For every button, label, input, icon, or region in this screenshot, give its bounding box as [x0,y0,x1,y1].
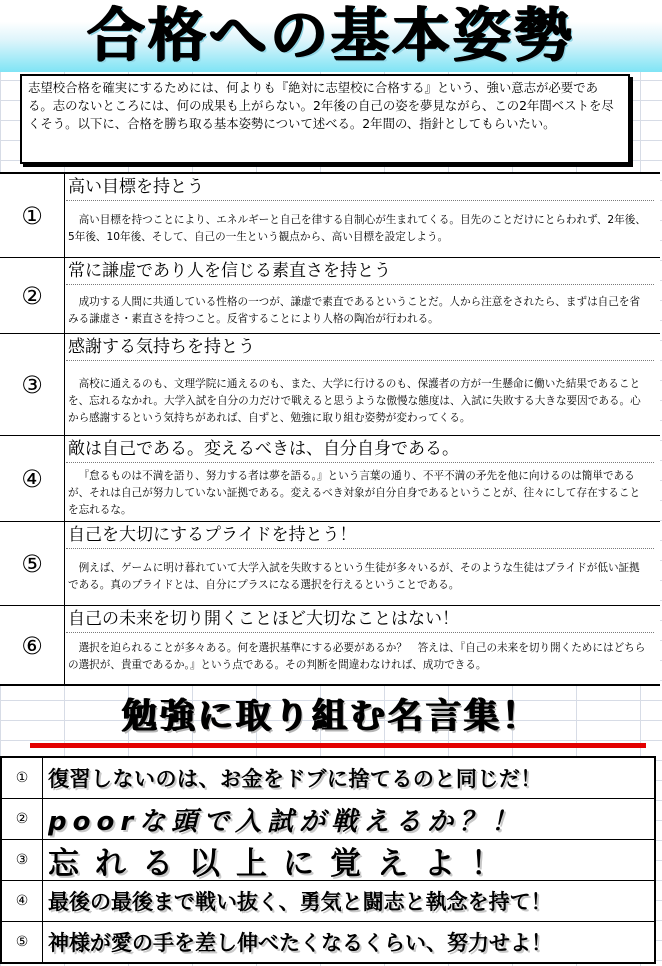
principle-body: 高い目標を持つことにより、エネルギーと自己を律する自制心が生まれてくる。目先のことだけにとらわれず、2年後、5年後、10年後、そして、自己の一生という観点から、高い目標を設定しよう。 [68,214,646,243]
principle-row-1 [0,174,660,258]
principle-body: 選択を迫られることが多々ある。何を選択基準にする必要があるか？ 答えは、『自己の未来を切り開くためにはどちらの選択が、貴重であるか。』という点である。その判断を間違わなければ、成功できる。 [68,642,646,671]
principle-row-2 [0,258,660,334]
quotes-title-banner [10,690,652,748]
title-banner [0,0,662,72]
red-underline [30,743,646,748]
intro-box: 志望校合格を確実にするためには、何よりも『絶対に志望校に合格する』という、強い意志が必要である。志のないところには、何の成果も上がらない。2年後の自己の姿を夢見ながら、この2年間ベストを尽くそう。以下に、合格を勝ち取る基本姿勢について述べる。2年間の、指針としてもらいたい。 [20,74,630,164]
quote-text: 復習しないのは、お金をドブに捨てるのと同じだ！ [48,767,542,791]
quote-number: ④ [2,881,43,921]
principle-heading: 敵は自己である。変えるべきは、自分自身である。 [66,436,654,463]
quote-row-3 [2,840,654,881]
quote-number: ① [2,758,43,798]
quote-number: ⑤ [2,922,43,962]
quotes-table [0,756,656,964]
principle-number: ① [0,174,65,257]
principle-number: ④ [0,436,65,521]
page-title: 合格への基本姿勢 [86,1,575,69]
principle-number: ③ [0,334,65,435]
quote-text: 忘れる以上に覚えよ！ [48,845,518,880]
quote-text: poorな頭で入試が戦えるか？！ [48,806,524,837]
principle-row-5 [0,522,660,606]
principle-heading: 感謝する気持ちを持とう [66,334,654,361]
principle-row-4 [0,436,660,522]
principle-number: ② [0,258,65,333]
quotes-title: 勉強に取り組む名言集！ [121,697,540,737]
principle-row-3 [0,334,660,436]
principle-number: ⑥ [0,606,65,686]
principle-heading: 高い目標を持とう [66,174,654,201]
quote-number: ② [2,799,43,839]
quote-number: ③ [2,840,43,880]
principle-row-6 [0,606,660,686]
principle-number: ⑤ [0,522,65,605]
quote-row-4 [2,881,654,922]
principle-body: 例えば、ゲームに明け暮れていて大学入試を失敗するという生徒が多々いるが、そのような生徒はプライドが低い証拠である。真のプライドとは、自分にプラスになる選択を行えるということである。 [68,562,640,591]
principle-body: 高校に通えるのも、文理学院に通えるのも、また、大学に行けるのも、保護者の方が一生懸命に働いた結果であることを、忘れるなかれ。大学入試を自分の力だけで戦えると思うような傲慢な態度は、入試に失敗する大きな要因である。心から感謝するという気持ちがあれば、自ずと、勉強に取り組む姿勢が変わってくる。 [68,378,641,424]
principles-table [0,172,660,686]
quote-text: 最後の最後まで戦い抜く、勇気と闘志と執念を持て！ [48,890,552,914]
quote-row-5 [2,922,654,962]
quote-row-1 [2,758,654,799]
principle-body: 『怠るものは不満を語り、努力する者は夢を語る。』という言葉の通り、不平不満の矛先を他に向けるのは簡単であるが、それは自己が努力していない証拠である。変えるべき対象が自分自身であるということが、往々にして存在することを忘れるな。 [68,470,641,516]
principle-body: 成功する人間に共通している性格の一つが、謙虚で素直であるということだ。人から注意をされたら、まずは自己を省みる謙虚さ・素直さを持つこと。反省することにより人格の陶冶が行われる。 [68,296,641,325]
quote-text: 神様が愛の手を差し伸べたくなるくらい、努力せよ！ [48,931,552,955]
quote-row-2 [2,799,654,840]
principle-heading: 常に謙虚であり人を信じる素直さを持とう [66,258,654,285]
principle-heading: 自己を大切にするプライドを持とう！ [66,522,654,549]
principle-heading: 自己の未来を切り開くことほど大切なことはない！ [66,606,654,633]
